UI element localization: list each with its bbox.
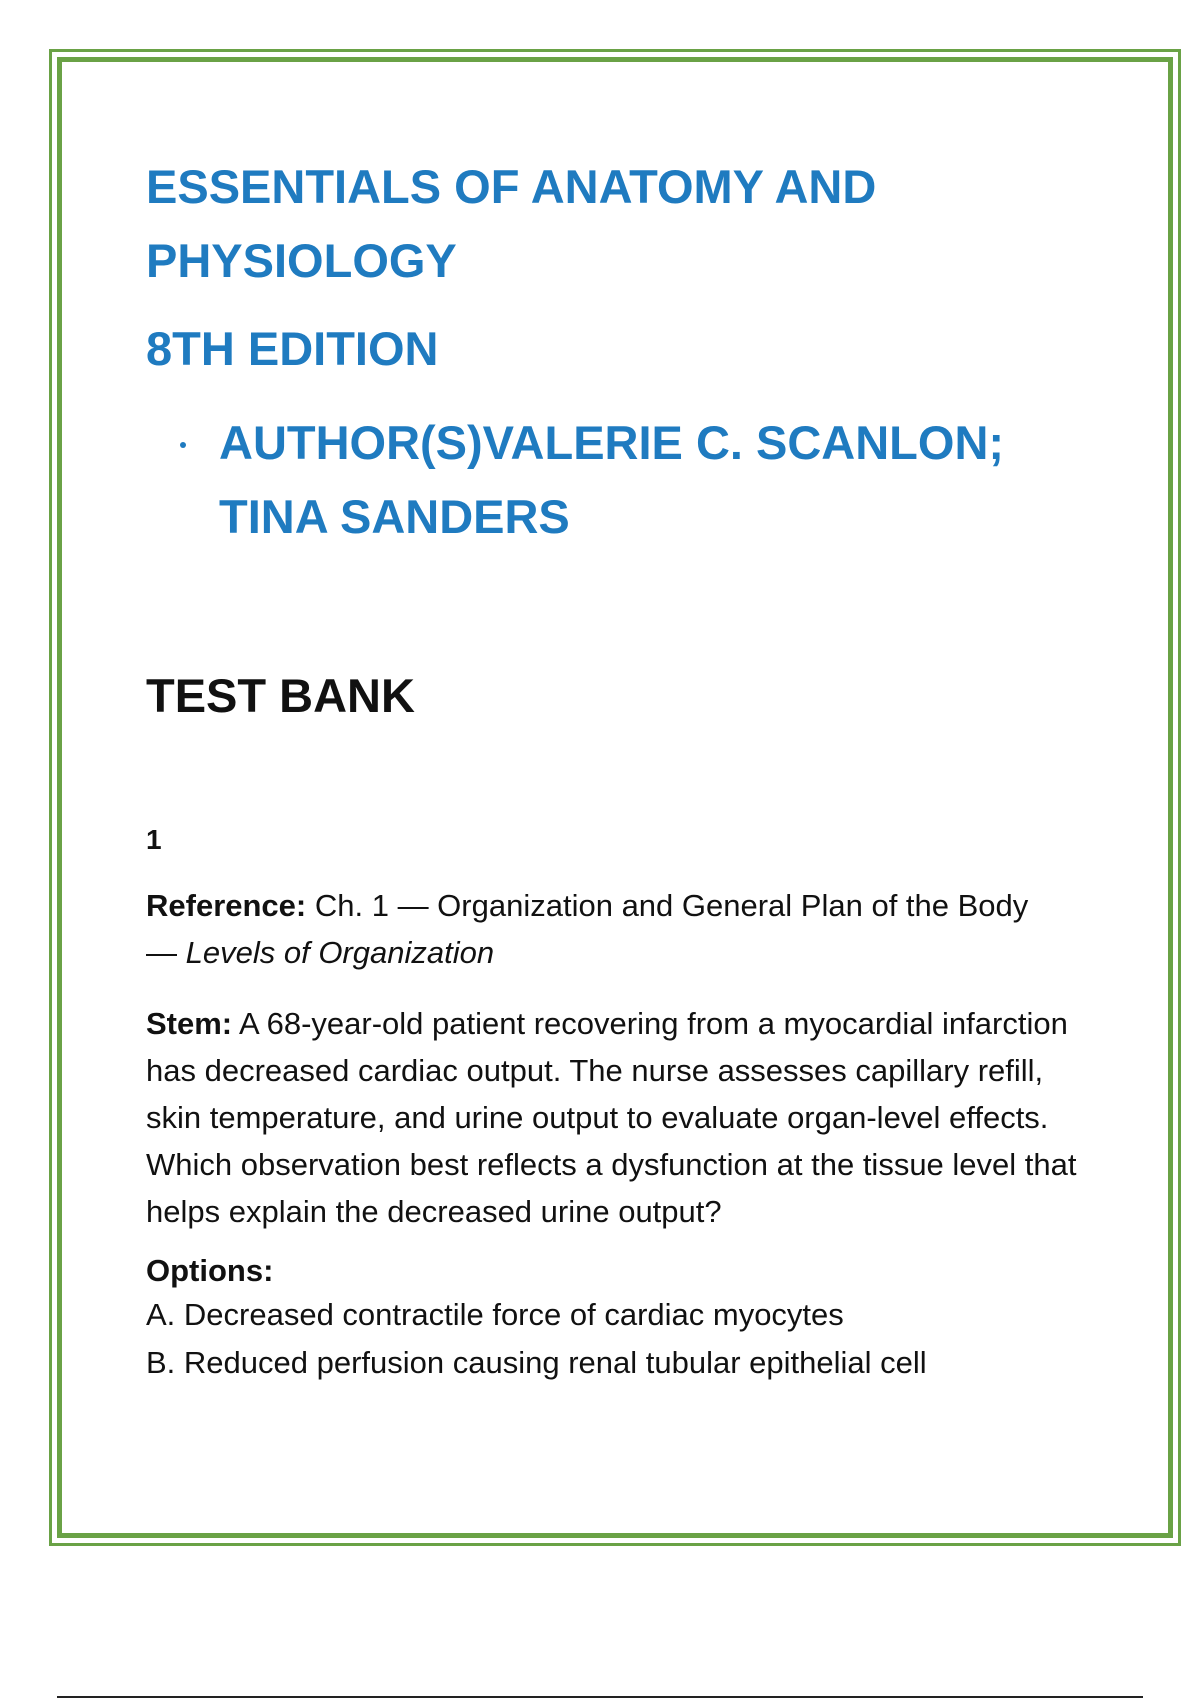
question-number: 1 — [146, 824, 162, 855]
option-a: A. Decreased contractile force of cardiac myocytes — [146, 1297, 844, 1332]
document-title-line1: ESSENTIALS OF ANATOMY AND — [146, 160, 877, 213]
page-content — [146, 150, 1106, 1387]
stem-text: A 68-year-old patient recovering from a myocardial infarction has decreased cardiac output. The nurse assesses capillary refill, skin temperature, and urine output to evaluate organ-level effects. Which observation best reflects a dysfunction at the tissue level that helps explain the decreased urine output? — [146, 1006, 1077, 1229]
bullet-icon — [180, 442, 186, 448]
option-b: B. Reduced perfusion causing renal tubular epithelial cell — [146, 1345, 927, 1380]
footer-divider — [57, 1696, 1143, 1698]
options-label: Options: — [146, 1253, 274, 1288]
author-list-item — [146, 406, 1106, 554]
document-edition: 8TH EDITION — [146, 322, 439, 375]
author-line2: TINA SANDERS — [219, 490, 570, 543]
document-title — [146, 150, 1106, 298]
reference-text: Ch. 1 — Organization and General Plan of the Body — [306, 888, 1029, 923]
author-line1: AUTHOR(S)VALERIE C. SCANLON; — [219, 416, 1005, 469]
document-title-line2: PHYSIOLOGY — [146, 234, 457, 287]
reference-label: Reference: — [146, 888, 307, 923]
section-title: TEST BANK — [146, 669, 415, 722]
stem-label: Stem: — [146, 1006, 233, 1041]
question-stem — [146, 1000, 1106, 1235]
question-reference — [146, 882, 1106, 976]
reference-sub-italic: Levels of Organization — [185, 935, 495, 970]
document-authors — [219, 406, 1106, 554]
reference-sub-prefix: — — [146, 935, 186, 970]
